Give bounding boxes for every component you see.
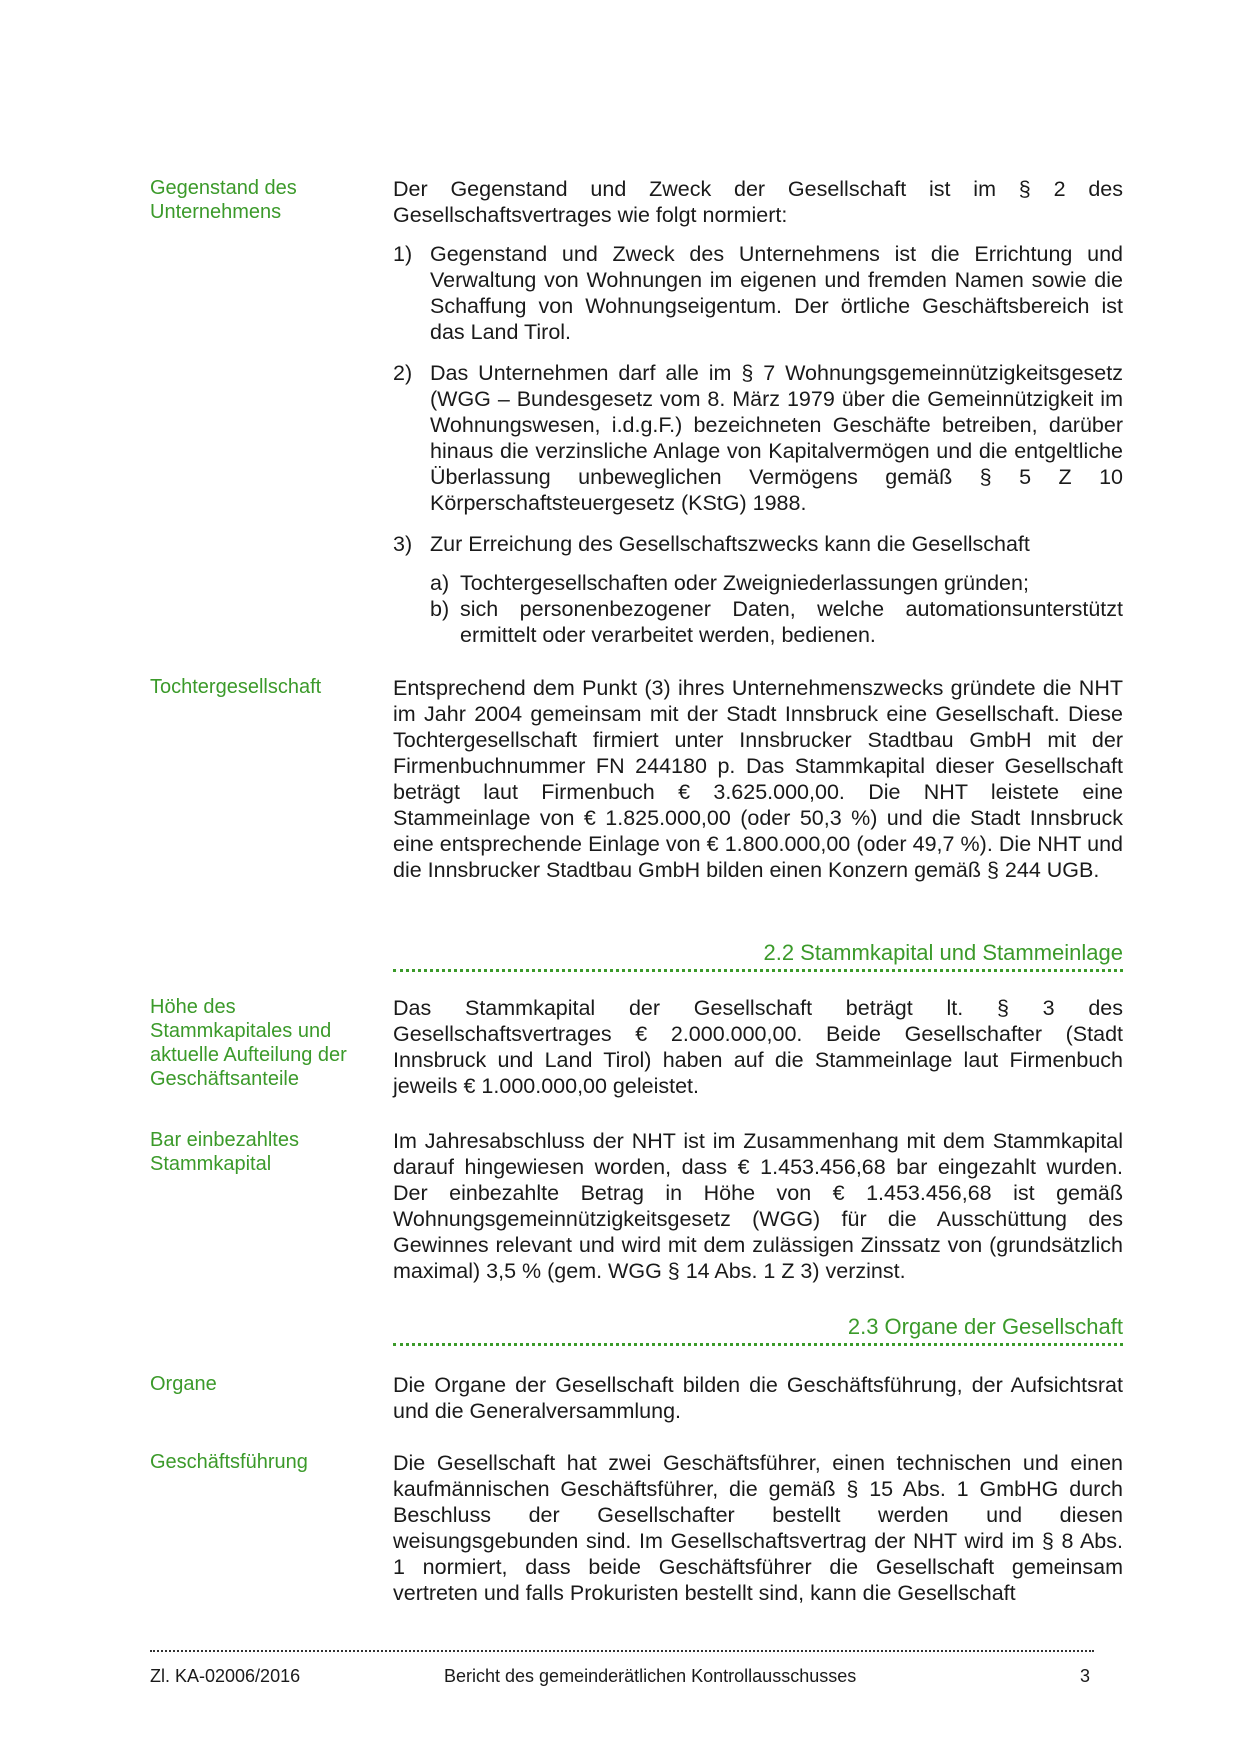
list-item-text: Gegenstand und Zweck des Unternehmens ist die Errichtung und Verwaltung von Wohnungen im eigenen und fremden Namen sowie die Schaffung von Wohnungseigentum. Der örtliche Geschäftsbereich ist das Land Tirol.	[430, 242, 1123, 344]
footer-reference: Zl. KA-02006/2016	[150, 1666, 301, 1686]
margin-label-hoehe: Höhe des Stammkapitales und aktuelle Aufteilung der Geschäftsanteile	[150, 996, 347, 1090]
section-heading-2-3: 2.3 Organe der Gesellschaft	[847, 1314, 1123, 1339]
list-item	[393, 360, 1123, 516]
section-divider	[393, 1343, 1123, 1346]
sub-list-item-letter: a)	[430, 571, 450, 595]
sub-list-item	[430, 570, 1123, 596]
footer-page-number: 3	[1080, 1666, 1091, 1686]
section-divider	[393, 969, 1123, 972]
margin-label-gf: Geschäftsführung	[150, 1451, 308, 1473]
paragraph-gf: Die Gesellschaft hat zwei Geschäftsführer, einen technischen und einen kaufmännischen Geschäftsführer, die gemäß § 15 Abs. 1 GmbHG durch Beschluss der Gesellschafter bestellt werden und diesen weisungsgebunden sind. Im Gesellschaftsvertrag der NHT wird im § 8 Abs. 1 normiert, dass beide Geschäftsführer die Gesellschaft gemeinsam vertreten und falls Prokuristen bestellt sind, kann die Gesellschaft	[393, 1451, 1123, 1605]
paragraph-organe: Die Organe der Gesellschaft bilden die Geschäftsführung, der Aufsichtsrat und die Generalversammlung.	[393, 1373, 1123, 1423]
list-item	[393, 531, 1123, 557]
sub-list-item	[430, 596, 1123, 648]
list-item-text: Zur Erreichung des Gesellschaftszwecks kann die Gesellschaft	[430, 532, 1030, 556]
margin-label-organe: Organe	[150, 1373, 217, 1395]
paragraph-hoehe: Das Stammkapital der Gesellschaft beträgt lt. § 3 des Gesellschaftsvertrages € 2.000.000,00. Beide Gesellschafter (Stadt Innsbruck und Land Tirol) haben auf die Stammeinlage laut Firmenbuch jeweils € 1.000.000,00 geleistet.	[393, 996, 1123, 1098]
footer-divider	[150, 1650, 1094, 1652]
list-item-text: Das Unternehmen darf alle im § 7 Wohnungsgemeinnützigkeitsgesetz (WGG – Bundesgesetz vom 8. März 1979 über die Gemeinnützigkeit im Wohnungswesen, i.d.g.F.) bezeichneten Geschäfte betreiben, darüber hinaus die verzinsliche Anlage von Kapitalvermögen und die entgeltliche Überlassung unbeweglichen Vermögens gemäß § 5 Z 10 Körperschaftsteuergesetz (KStG) 1988.	[430, 361, 1123, 515]
list-item-number: 3)	[393, 532, 413, 556]
list-item-number: 1)	[393, 242, 413, 266]
section-heading-2-2: 2.2 Stammkapital und Stammeinlage	[763, 940, 1123, 965]
paragraph-tochter: Entsprechend dem Punkt (3) ihres Unternehmenszwecks gründete die NHT im Jahr 2004 gemeinsam mit der Stadt Innsbruck eine Gesellschaft. Diese Tochtergesellschaft firmiert unter Innsbrucker Stadtbau GmbH mit der Firmenbuchnummer FN 244180 p. Das Stammkapital dieser Gesellschaft beträgt laut Firmenbuch € 3.625.000,00. Die NHT leistete eine Stammeinlage von € 1.825.000,00 (oder 50,3 %) und die Stadt Innsbruck eine entsprechende Einlage von € 1.800.000,00 (oder 49,7 %). Die NHT und die Innsbrucker Stadtbau GmbH bilden einen Konzern gemäß § 244 UGB.	[393, 676, 1123, 882]
sub-list-item-text: Tochtergesellschaften oder Zweigniederlassungen gründen;	[460, 571, 1029, 595]
list-item-number: 2)	[393, 361, 413, 385]
paragraph-bar: Im Jahresabschluss der NHT ist im Zusammenhang mit dem Stammkapital darauf hingewiesen worden, dass € 1.453.456,68 bar eingezahlt wurden. Der einbezahlte Betrag in Höhe von € 1.453.456,68 ist gemäß Wohnungsgemeinnützigkeitsgesetz (WGG) für die Ausschüttung des Gewinnes relevant und wird mit dem zulässigen Zinssatz von (grundsätzlich maximal) 3,5 % (gem. WGG § 14 Abs. 1 Z 3) verzinst.	[393, 1129, 1123, 1283]
sub-list-item-letter: b)	[430, 597, 450, 621]
margin-label-tochter: Tochtergesellschaft	[150, 676, 322, 698]
sub-list-item-text: sich personenbezogener Daten, welche automationsunterstützt ermittelt oder verarbeitet werden, bedienen.	[460, 597, 1123, 647]
list-item	[393, 241, 1123, 345]
footer-title: Bericht des gemeinderätlichen Kontrollausschusses	[444, 1666, 857, 1686]
margin-label-gegenstand: Gegenstand des Unternehmens	[150, 177, 297, 223]
paragraph-gegenstand-intro: Der Gegenstand und Zweck der Gesellschaft ist im § 2 des Gesellschaftsvertrages wie folgt normiert:	[393, 177, 1123, 227]
margin-label-bar: Bar einbezahltes Stammkapital	[150, 1129, 299, 1175]
